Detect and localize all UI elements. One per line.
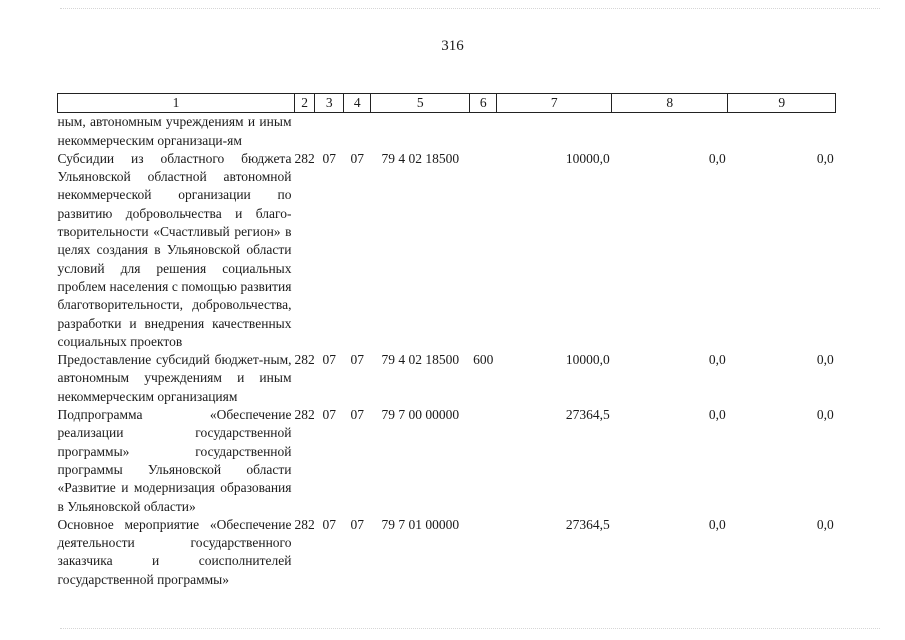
- budget-table: [57, 93, 836, 589]
- header-col-5: 5: [371, 94, 470, 113]
- table-row: [58, 516, 836, 589]
- cell-col-9: 0,0: [816, 150, 834, 166]
- cell-col-2: 282: [294, 150, 315, 166]
- cell-col-9: 0,0: [816, 516, 834, 532]
- cell-col-5: 79 4 02 18500: [381, 352, 460, 368]
- cell-col-8: 0,0: [708, 150, 726, 166]
- cell-col-4: [344, 113, 371, 150]
- cell-col-6: [470, 150, 497, 351]
- header-col-3: 3: [315, 94, 344, 113]
- header-col-2: 2: [295, 94, 315, 113]
- cell-col-9: 0,0: [816, 407, 834, 423]
- cell-col-6: 600: [473, 352, 494, 368]
- cell-col-7: 10000,0: [565, 352, 610, 368]
- cell-col-7: [497, 113, 612, 150]
- row-name: ным, автономным учреждениям и иным некоммерческим организаци-ям: [57, 114, 292, 148]
- row-name: Подпрограмма «Обеспечение реализации государственной программы» государственной программы Ульяновской области «Развитие и модернизация образования в Ульяновской области»: [57, 407, 292, 514]
- cell-col-7: 10000,0: [565, 150, 610, 166]
- cell-col-4: 07: [350, 516, 364, 532]
- cell-col-6: [470, 406, 497, 516]
- cell-col-4: 07: [350, 150, 364, 166]
- cell-col-2: 282: [294, 352, 315, 368]
- cell-col-9: [728, 113, 836, 150]
- row-name: Основное мероприятие «Обеспечение деятельности государственного заказчика и соисполнителей государственной программы»: [57, 516, 292, 587]
- header-col-9: 9: [728, 94, 836, 113]
- cell-col-3: [315, 113, 344, 150]
- cell-col-3: 07: [322, 516, 336, 532]
- row-name: Предоставление субсидий бюджет-ным, автономным учреждениям и иным некоммерческим организациям: [57, 352, 292, 404]
- cell-col-2: 282: [294, 516, 315, 532]
- cell-col-5: 79 4 02 18500: [381, 150, 460, 166]
- cell-col-2: [295, 113, 315, 150]
- cell-col-6: [470, 113, 497, 150]
- cell-col-5: 79 7 00 00000: [381, 407, 460, 423]
- table-row: [58, 113, 836, 150]
- cell-col-7: 27364,5: [565, 407, 610, 423]
- header-col-1: 1: [58, 94, 295, 113]
- cell-col-9: 0,0: [816, 352, 834, 368]
- cell-col-3: 07: [322, 407, 336, 423]
- header-col-7: 7: [497, 94, 612, 113]
- cell-col-3: 07: [322, 150, 336, 166]
- header-col-4: 4: [344, 94, 371, 113]
- cell-col-4: 07: [350, 407, 364, 423]
- header-col-8: 8: [612, 94, 728, 113]
- cell-col-2: 282: [294, 407, 315, 423]
- scan-artifact-bottom: [60, 628, 880, 630]
- header-col-6: 6: [470, 94, 497, 113]
- table-row: [58, 351, 836, 406]
- table-row: [58, 150, 836, 351]
- table-row: [58, 406, 836, 516]
- table-header-row: [58, 94, 836, 113]
- cell-col-8: 0,0: [708, 407, 726, 423]
- cell-col-5: 79 7 01 00000: [381, 516, 460, 532]
- cell-col-8: 0,0: [708, 516, 726, 532]
- cell-col-6: [470, 516, 497, 589]
- scan-artifact-top: [60, 8, 880, 10]
- cell-col-7: 27364,5: [565, 516, 610, 532]
- cell-col-3: 07: [322, 352, 336, 368]
- row-name: Субсидии из областного бюджета Ульяновской областной автономной некоммерческой организации по развитию добровольчества и благо-творительности «Счастливый регион» в целях создания в Ульяновской области условий для решения социальных проблем населения с помощью развития благотворительности, добровольчества, разработки и внедрения качественных социальных проектов: [57, 150, 292, 349]
- page-number: 316: [441, 38, 464, 54]
- cell-col-4: 07: [350, 352, 364, 368]
- cell-col-8: [612, 113, 728, 150]
- cell-col-8: 0,0: [708, 352, 726, 368]
- cell-col-5: [371, 113, 470, 150]
